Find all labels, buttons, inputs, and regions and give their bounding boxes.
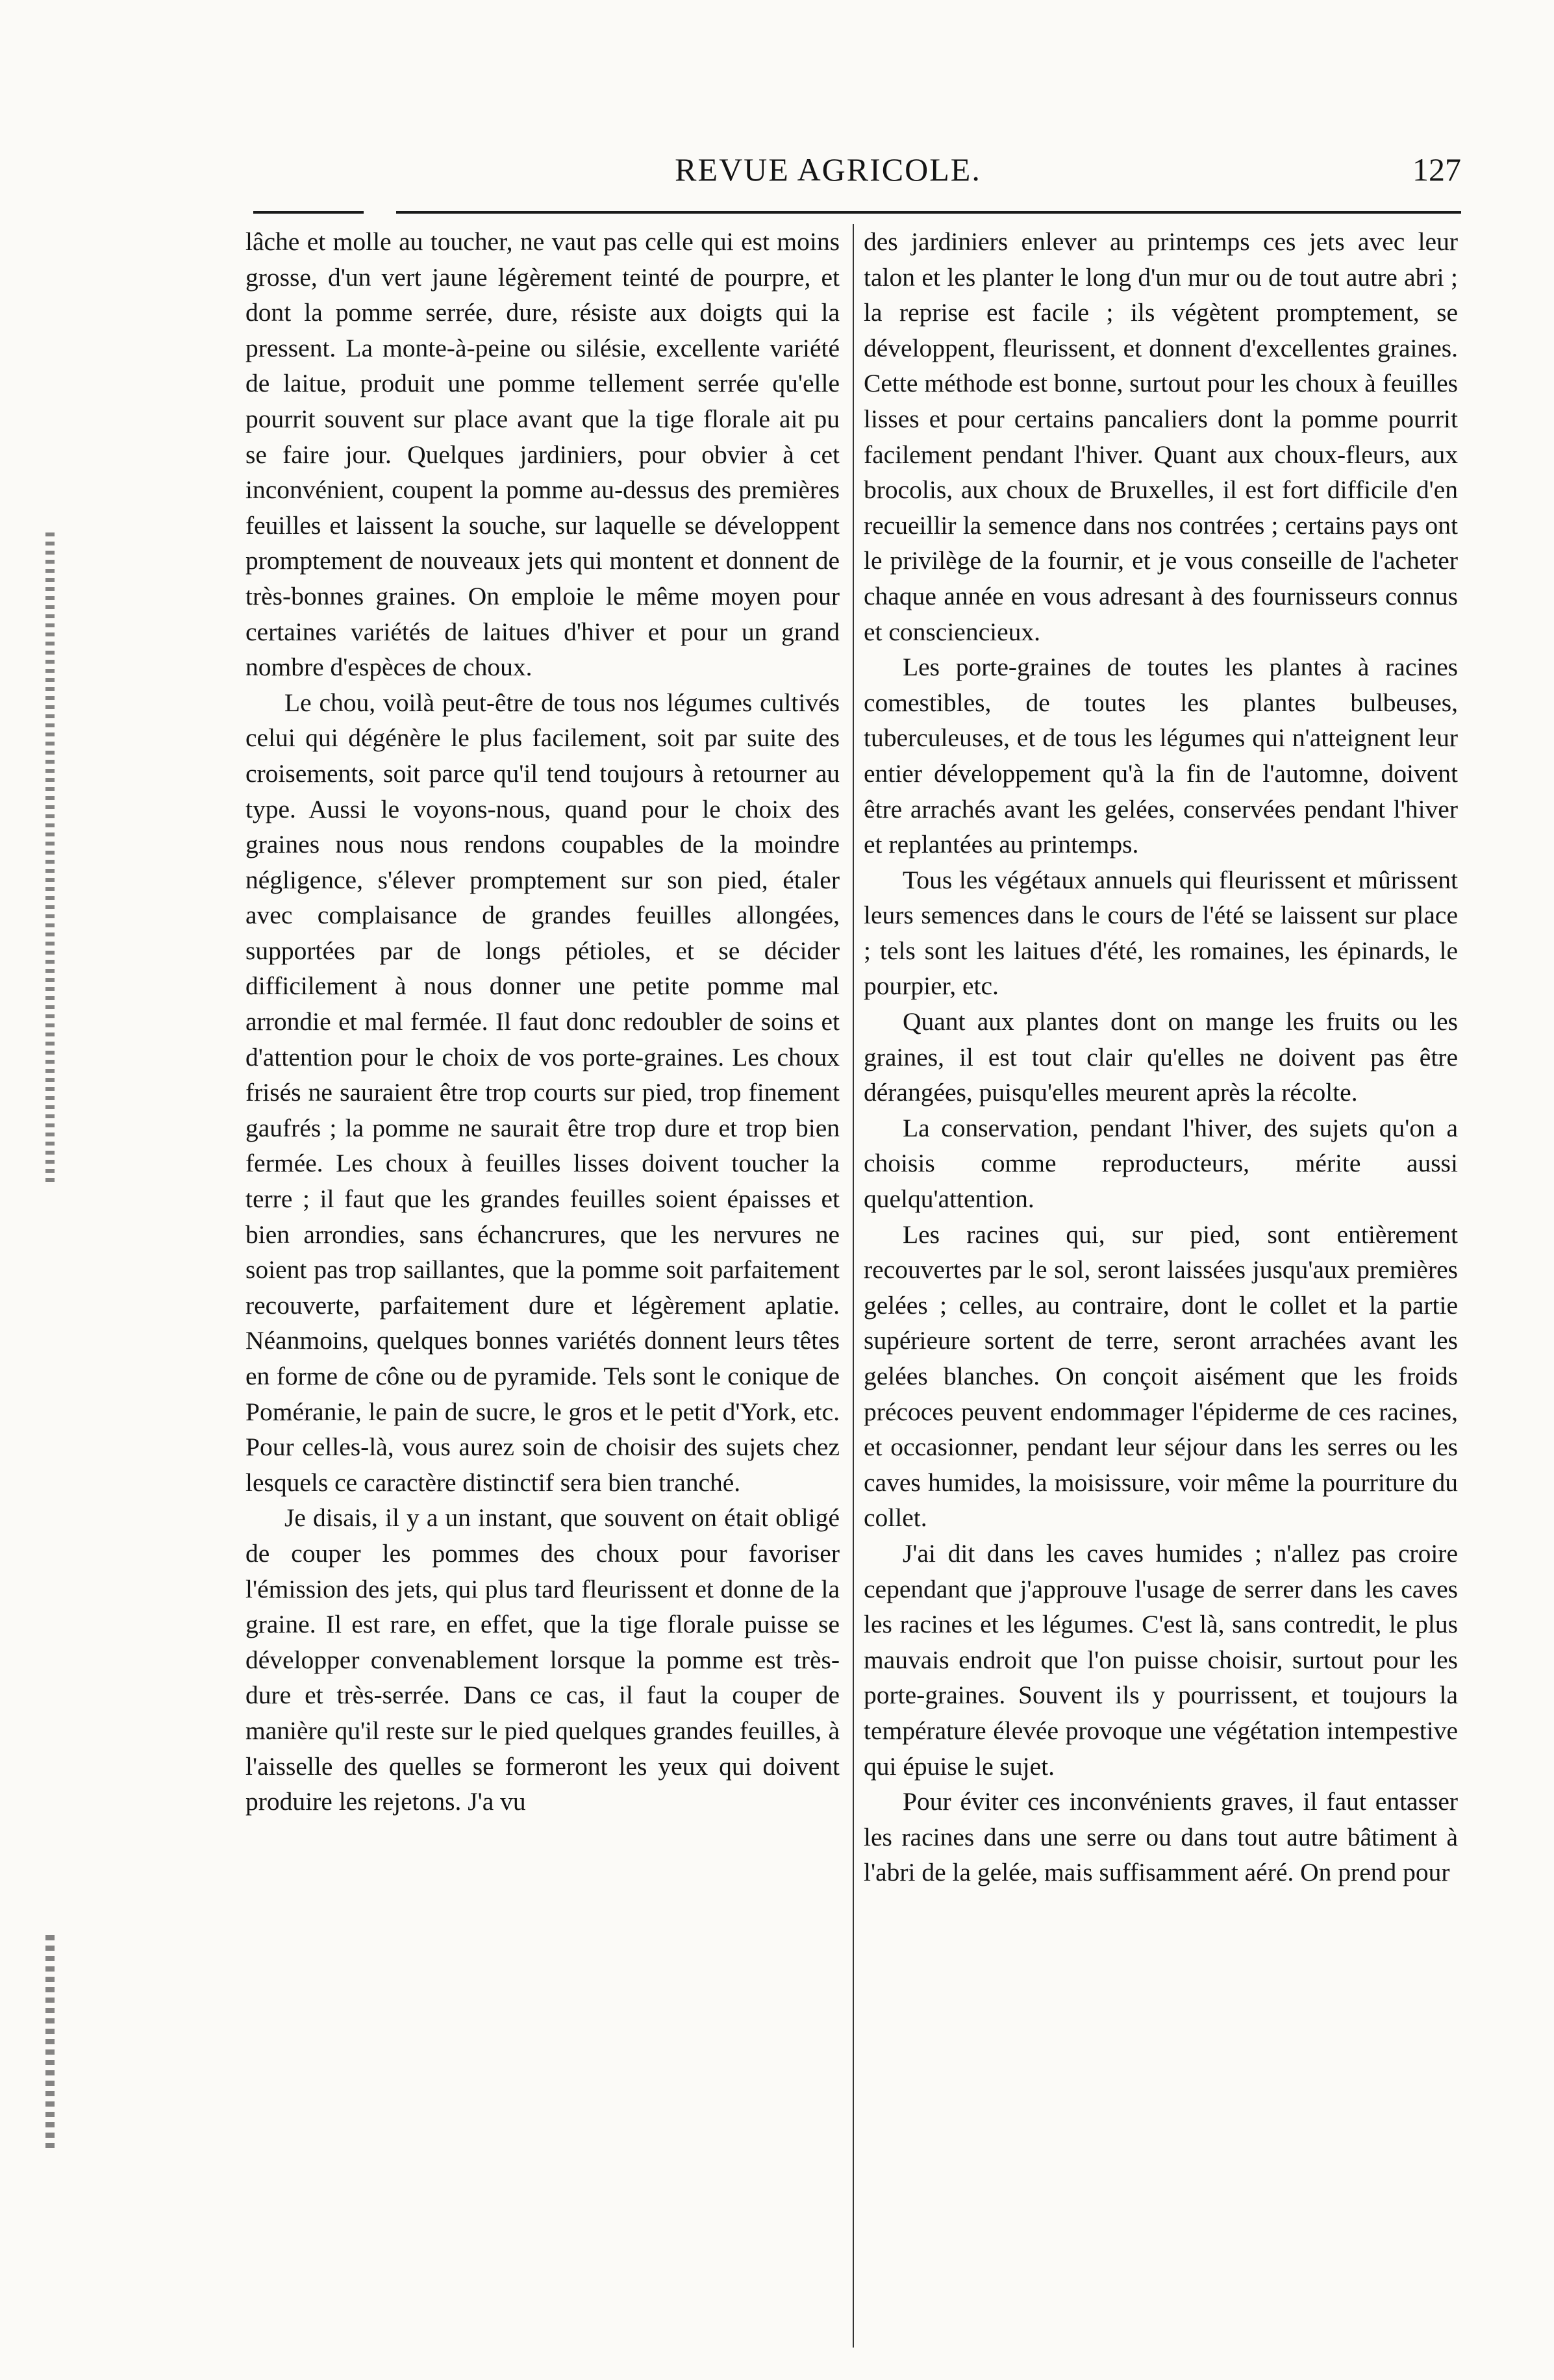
left-column <box>245 224 840 2348</box>
column-divider <box>853 224 854 2348</box>
margin-scan-mark <box>45 1935 55 2149</box>
paragraph: Le chou, voilà peut-être de tous nos légumes cultivés celui qui dégénère le plus facilement, soit par suite des croisements, soit parce qu'il tend toujours à retourner au type. Aussi le voyons-nous, quand pour le choix des graines nous nous rendons coupables de la moindre négligence, s'élever promptement sur son pied, étaler avec complaisance de grandes feuilles allongées, supportées par de longs pétioles, et se décider difficilement à nous donner une petite pomme mal arrondie et mal fermée. Il faut donc redoubler de soins et d'attention pour le choix de vos porte-graines. Les choux frisés ne sauraient être trop courts sur pied, trop finement gaufrés ; la pomme ne saurait être trop dure et trop bien fermée. Les choux à feuilles lisses doivent toucher la terre ; il faut que les grandes feuilles soient épaisses et bien arrondies, sans échancrures, que les nervures ne soient pas trop saillantes, que la pomme soit parfaitement recouverte, parfaitement dure et légèrement aplatie. Néanmoins, quelques bonnes variétés donnent leurs têtes en forme de cône ou de pyramide. Tels sont le conique de Poméranie, le pain de sucre, le gros et le petit d'York, etc. Pour celles-là, vous aurez soin de choisir des sujets chez lesquels ce caractère distinctif sera bien tranché. <box>245 688 840 1497</box>
paragraph: La conservation, pendant l'hiver, des sujets qu'on a choisis comme reproducteurs, mérite aussi quelqu'attention. <box>864 1113 1458 1214</box>
paragraph: Quant aux plantes dont on mange les fruits ou les graines, il est tout clair qu'elles ne doivent pas être dérangées, puisqu'elles meurent après la récolte. <box>864 1007 1458 1107</box>
paragraph: Les porte-graines de toutes les plantes à racines comestibles, de toutes les plantes bulbeuses, tuberculeuses, et de tous les légumes qui n'atteignent leur entier développement qu'à la fin de l'automne, doivent être arrachés avant les gelées, conservées pendant l'hiver et replantées au printemps. <box>864 653 1458 859</box>
margin-scan-mark <box>45 532 55 1182</box>
running-title: REVUE AGRICOLE. <box>675 151 981 188</box>
right-column <box>864 224 1458 2348</box>
page-header <box>247 151 1461 203</box>
paragraph: Pour éviter ces inconvénients graves, il faut entasser les racines dans une serre ou dans tout autre bâtiment à l'abri de la gelée, mais suffisamment aéré. On prend pour <box>864 1787 1458 1887</box>
header-rule <box>253 211 364 214</box>
paragraph: Les racines qui, sur pied, sont entièrement recouvertes par le sol, seront laissées jusqu'aux premières gelées ; celles, au contraire, dont le collet et la partie supérieure sortent de terre, seront arrachées avant les gelées blanches. On conçoit aisément que les froids précoces peuvent endommager l'épiderme de ces racines, et occasionner, pendant leur séjour dans les serres ou les caves humides, la moisissure, voir même la pourriture du collet. <box>864 1220 1458 1533</box>
paragraph: Tous les végétaux annuels qui fleurissent et mûrissent leurs semences dans le cours de l'été se laissent sur place ; tels sont les laitues d'été, les romaines, les épinards, le pourpier, etc. <box>864 865 1458 1001</box>
paragraph: Je disais, il y a un instant, que souvent on était obligé de couper les pommes des choux pour favoriser l'émission des jets, qui plus tard fleurissent et donne de la graine. Il est rare, en effet, que la tige florale puisse se développer convenablement lorsque la pomme est très-dure et très-serrée. Dans ce cas, il faut la couper de manière qu'il reste sur le pied quelques grandes feuilles, à l'aisselle des quelles se formeront les yeux qui doivent produire les rejetons. J'a vu <box>245 1503 840 1816</box>
paragraph: lâche et molle au toucher, ne vaut pas celle qui est moins grosse, d'un vert jaune légèrement teinté de pourpre, et dont la pomme serrée, dure, résiste aux doigts qui la pressent. La monte-à-peine ou silésie, excellente variété de laitue, produit une pomme tellement serrée qu'elle pourrit souvent sur place avant que la tige florale ait pu se faire jour. Quelques jardiniers, pour obvier à cet inconvénient, coupent la pomme au-dessus des premières feuilles et laissent la souche, sur laquelle se développent promptement de nouveaux jets qui montent et donnent de très-bonnes graines. On emploie le même moyen pour certaines variétés de laitues d'hiver et pour un grand nombre d'espèces de choux. <box>245 227 840 682</box>
header-rule <box>396 211 1461 214</box>
paragraph: J'ai dit dans les caves humides ; n'allez pas croire cependant que j'approuve l'usage de serrer dans les caves les racines et les légumes. C'est là, sans contredit, le plus mauvais endroit que l'on puisse choisir, surtout pour les porte-graines. Souvent ils y pourrissent, et toujours la température élevée provoque une végétation intempestive qui épuise le sujet. <box>864 1538 1458 1781</box>
page-number: 127 <box>1412 151 1461 188</box>
paragraph: des jardiniers enlever au printemps ces jets avec leur talon et les planter le long d'un mur ou de tout autre abri ; la reprise est facile ; ils végètent promptement, se développent, fleurissent, et donnent d'excellentes graines. Cette méthode est bonne, surtout pour les choux à feuilles lisses et pour certains pancaliers dont la pomme pourrit facilement pendant l'hiver. Quant aux choux-fleurs, aux brocolis, aux choux de Bruxelles, il est fort difficile d'en recueillir la semence dans nos contrées ; certains pays ont le privilège de la fournir, et je vous conseille de l'acheter chaque année en vous adresant à des fournisseurs connus et consciencieux. <box>864 227 1458 646</box>
